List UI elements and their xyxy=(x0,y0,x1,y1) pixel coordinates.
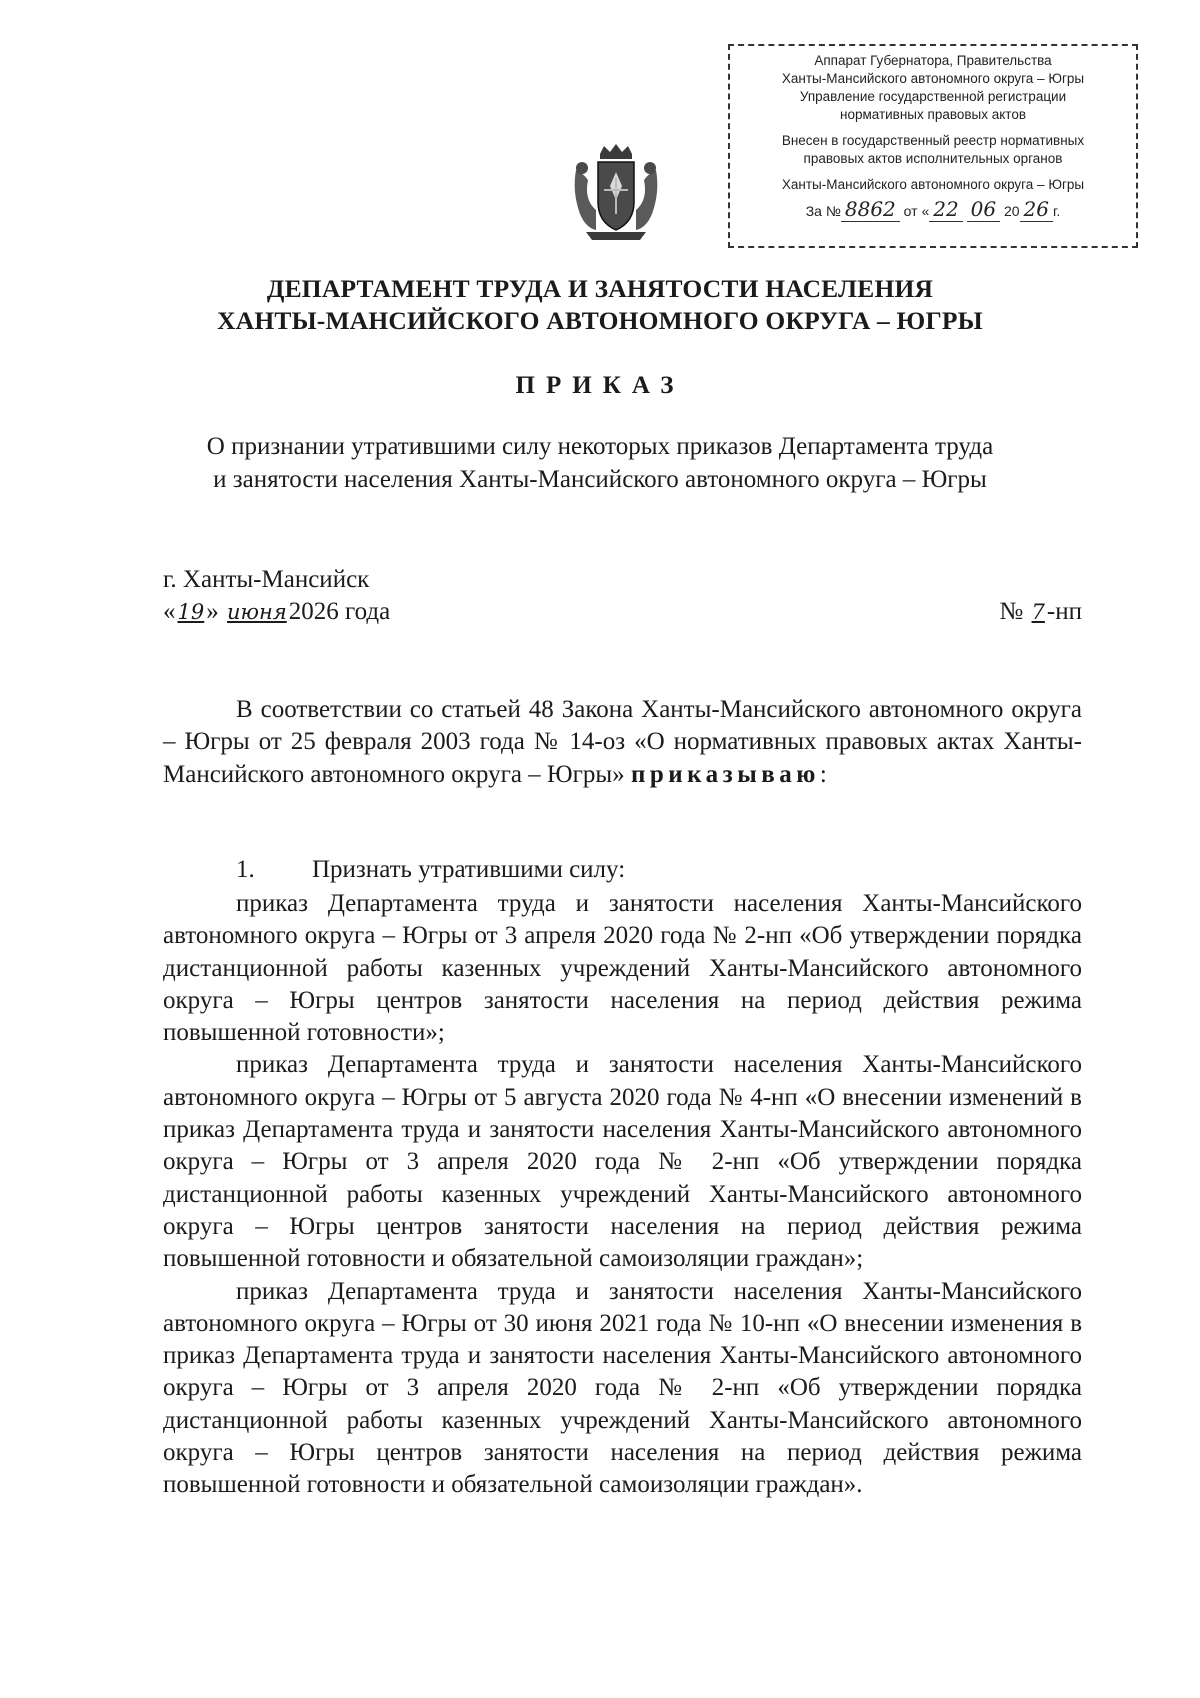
preamble-paragraph xyxy=(163,694,1082,791)
list-item-1 xyxy=(236,856,625,884)
item-number: 1. xyxy=(236,856,255,883)
stamp-reg-month: 06 xyxy=(967,197,1000,222)
revoked-order-2: приказ Департамента труда и занятости населения Ханты-Мансийского автономного округа – Югры от 5 августа 2020 года № 4-нп «О внесении изменений в приказ Департамента труда и занятости населения Ханты-Мансийского автономного округа – Югры от 3 апреля 2020 года № 2-нп «Об утверждении порядка дистанционной работы казенных учреждений Ханты-Мансийского автономного округа – Югры центров занятости населения на период действия режима повышенной готовности и обязательной самоизоляции граждан»; xyxy=(163,1051,1082,1273)
stamp-reg-year: 26 xyxy=(1020,197,1053,222)
order-date xyxy=(163,598,390,626)
stamp-region: Ханты-Мансийского автономного округа – Югры xyxy=(781,177,1085,192)
document-type: ПРИКАЗ xyxy=(515,372,685,399)
stamp-line: нормативных правовых актов xyxy=(839,107,1027,122)
revoked-order-3: приказ Департамента труда и занятости населения Ханты-Мансийского автономного округа – Югры от 30 июня 2021 года № 10-нп «О внесении изменения в приказ Департамента труда и занятости населения Ханты-Мансийского автономного округа – Югры от 3 апреля 2020 года № 2-нп «Об утверждении порядка дистанционной работы казенных учреждений Ханты-Мансийского автономного округа – Югры центров занятости населения на период действия режима повышенной готовности и обязательной самоизоляции граждан». xyxy=(163,1277,1082,1499)
date-open: « xyxy=(163,598,176,625)
order-number xyxy=(999,598,1082,626)
city: г. Ханты-Мансийск xyxy=(163,566,370,593)
registration-stamp xyxy=(728,44,1138,248)
coat-of-arms-icon xyxy=(570,140,662,244)
subject-line2: и занятости населения Ханты-Мансийского автономного округа – Югры xyxy=(213,466,987,493)
date-day: 19 xyxy=(177,600,205,624)
stamp-line: правовых актов исполнительных органов xyxy=(803,151,1063,166)
stamp-line: Ханты-Мансийского автономного округа – Югры xyxy=(781,71,1085,86)
number-prefix: № xyxy=(999,598,1024,625)
item-text: Признать утратившими силу: xyxy=(312,856,626,883)
stamp-reg-from: от « xyxy=(903,203,930,219)
department-title-line2: ХАНТЫ-МАНСИЙСКОГО АВТОНОМНОГО ОКРУГА – ЮГРЫ xyxy=(217,306,983,335)
revoked-order-1: приказ Департамента труда и занятости населения Ханты-Мансийского автономного округа – Югры от 3 апреля 2020 года № 2-нп «Об утверждении порядка дистанционной работы казенных учреждений Ханты-Мансийского автономного округа – Югры центров занятости населения на период действия режима повышенной готовности»; xyxy=(163,890,1082,1047)
stamp-registration xyxy=(730,197,1136,221)
stamp-line: Управление государственной регистрации xyxy=(799,89,1067,104)
subject-line1: О признании утратившими силу некоторых приказов Департамента труда xyxy=(206,433,994,460)
preamble-text: В соответствии со статьей 48 Закона Ханты-Мансийского автономного округа – Югры от 25 февраля 2003 года № 14-оз «О нормативных правовых актах Ханты-Мансийского автономного округа – Югры» xyxy=(163,696,1082,788)
department-title-line1: ДЕПАРТАМЕНТ ТРУДА И ЗАНЯТОСТИ НАСЕЛЕНИЯ xyxy=(266,274,934,303)
stamp-reg-day: 22 xyxy=(929,197,962,222)
stamp-line: Внесен в государственный реестр нормативных xyxy=(781,133,1085,148)
preamble-command: приказываю xyxy=(630,760,820,788)
stamp-reg-number: 8862 xyxy=(841,197,900,222)
stamp-line: Аппарат Губернатора, Правительства xyxy=(814,53,1052,68)
stamp-reg-year-prefix: 20 xyxy=(1003,203,1020,219)
date-month: июня xyxy=(226,600,287,624)
preamble-end: : xyxy=(819,760,827,788)
number-suffix: -нп xyxy=(1046,598,1082,625)
revoked-orders xyxy=(163,888,1082,1502)
number-value: 7 xyxy=(1031,600,1045,624)
date-close: » xyxy=(206,598,219,625)
stamp-reg-prefix: За № xyxy=(805,203,841,219)
stamp-reg-suffix: г. xyxy=(1052,203,1061,219)
date-year: 2026 года xyxy=(288,598,391,625)
